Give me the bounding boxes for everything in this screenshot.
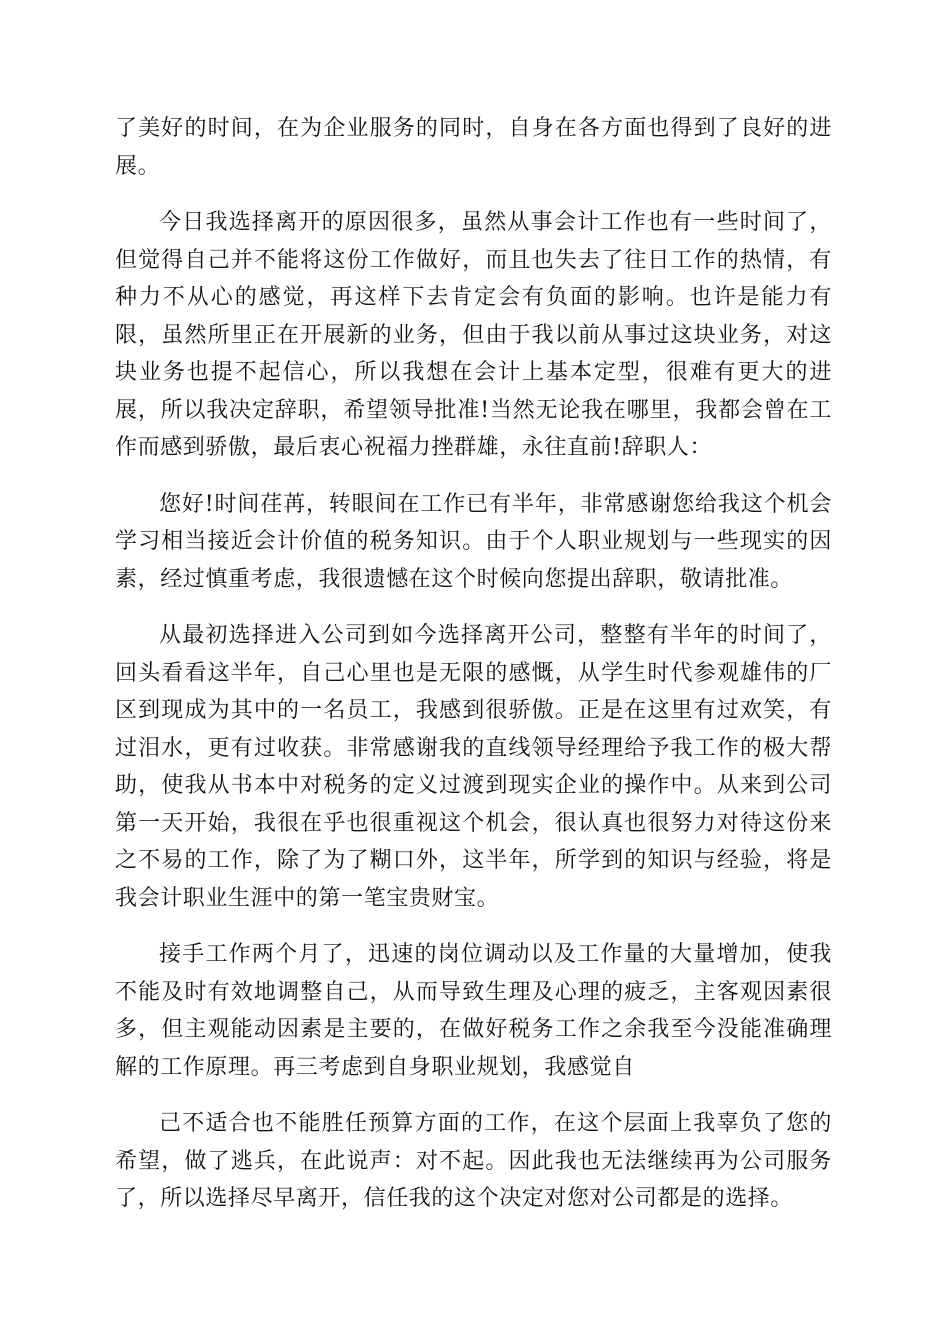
paragraph-half-year-review: 从最初选择进入公司到如今选择离开公司，整整有半年的时间了，回头看看这半年，自己心里也是无限的感慨，从学生时代参观雄伟的厂区到现成为其中的一名员工，我感到很骄傲。正是在这里有过欢笑，有过泪水，更有过收获。非常感谢我的直线领导经理给予我工作的极大帮助，使我从书本中对税务的定义过渡到现实企业的操作中。从来到公司第一天开始，我很在乎也很重视这个机会，很认真也很努力对待这份来之不易的工作，除了为了糊口外，这半年，所学到的知识与经验，将是我会计职业生涯中的第一笔宝贵财宝。	[115, 623, 832, 911]
paragraph-continued: 了美好的时间，在为企业服务的同时，自身在各方面也得到了良好的进展。	[115, 116, 832, 179]
paragraph-workload: 接手工作两个月了，迅速的岗位调动以及工作量的大量增加，使我不能及时有效地调整自己，从而导致生理及心理的疲乏，主客观因素很多，但主观能动因素是主要的，在做好税务工作之余我至今没能准确理解的工作原理。再三考虑到自身职业规划，我感觉自	[115, 942, 832, 1080]
paragraph-reason-for-leaving: 今日我选择离开的原因很多，虽然从事会计工作也有一些时间了，但觉得自己并不能将这份工作做好，而且也失去了往日工作的热情，有种力不从心的感觉，再这样下去肯定会有负面的影响。也许是能力有限，虽然所里正在开展新的业务，但由于我以前从事过这块业务，对这块业务也提不起信心，所以我想在会计上基本定型，很难有更大的进展，所以我决定辞职，希望领导批准!当然无论我在哪里，我都会曾在工作而感到骄傲，最后衷心祝福力挫群雄，永往直前!辞职人：	[115, 210, 832, 460]
paragraph-apology: 己不适合也不能胜任预算方面的工作，在这个层面上我辜负了您的希望，做了逃兵，在此说声：对不起。因此我也无法继续再为公司服务了，所以选择尽早离开，信任我的这个决定对您对公司都是的选择。	[115, 1111, 832, 1211]
paragraph-greeting: 您好!时间荏苒，转眼间在工作已有半年，非常感谢您给我这个机会学习相当接近会计价值的税务知识。由于个人职业规划与一些现实的因素，经过慎重考虑，我很遗憾在这个时候向您提出辞职，敬请批准。	[115, 491, 832, 592]
